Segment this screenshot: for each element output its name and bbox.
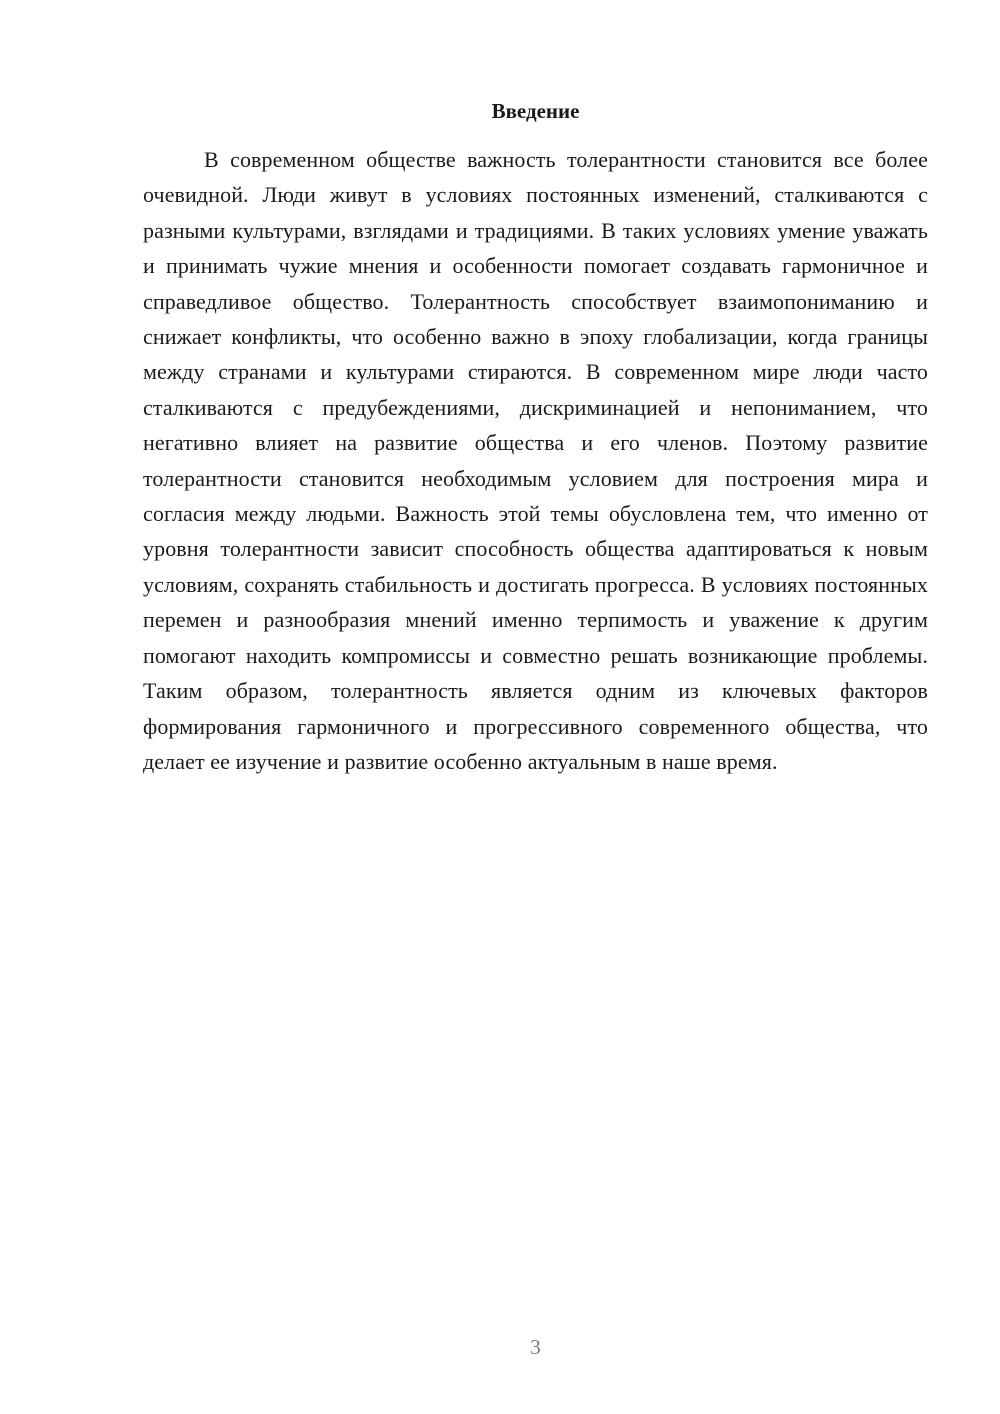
body-paragraph: В современном обществе важность толерантности становится все более очевидной. Люди живут в условиях постоянных изменений, сталкиваются с разными культурами, взглядами и традициями. В таких условиях умение уважать и принимать чужие мнения и особенности помогает создавать гармоничное и справедливое общество. Толерантность способствует взаимопониманию и снижает конфликты, что особенно важно в эпоху глобализации, когда границы между странами и культурами стираются. В современном мире люди часто сталкиваются с предубеждениями, дискриминацией и непониманием, что негативно влияет на развитие общества и его членов. Поэтому развитие толерантности становится необходимым условием для построения мира и согласия между людьми. Важность этой темы обусловлена тем, что именно от уровня толерантности зависит способность общества адаптироваться к новым условиям, сохранять стабильность и достигать прогресса. В условиях постоянных перемен и разнообразия мнений именно терпимость и уважение к другим помогают находить компромиссы и совместно решать возникающие проблемы. Таким образом, толерантность является одним из ключевых факторов формирования гармоничного и прогрессивного современного общества, что делает ее изучение и развитие особенно актуальным в наше время.: [143, 147, 928, 774]
page-number: 3: [530, 1335, 541, 1359]
section-heading: Введение: [491, 99, 580, 123]
